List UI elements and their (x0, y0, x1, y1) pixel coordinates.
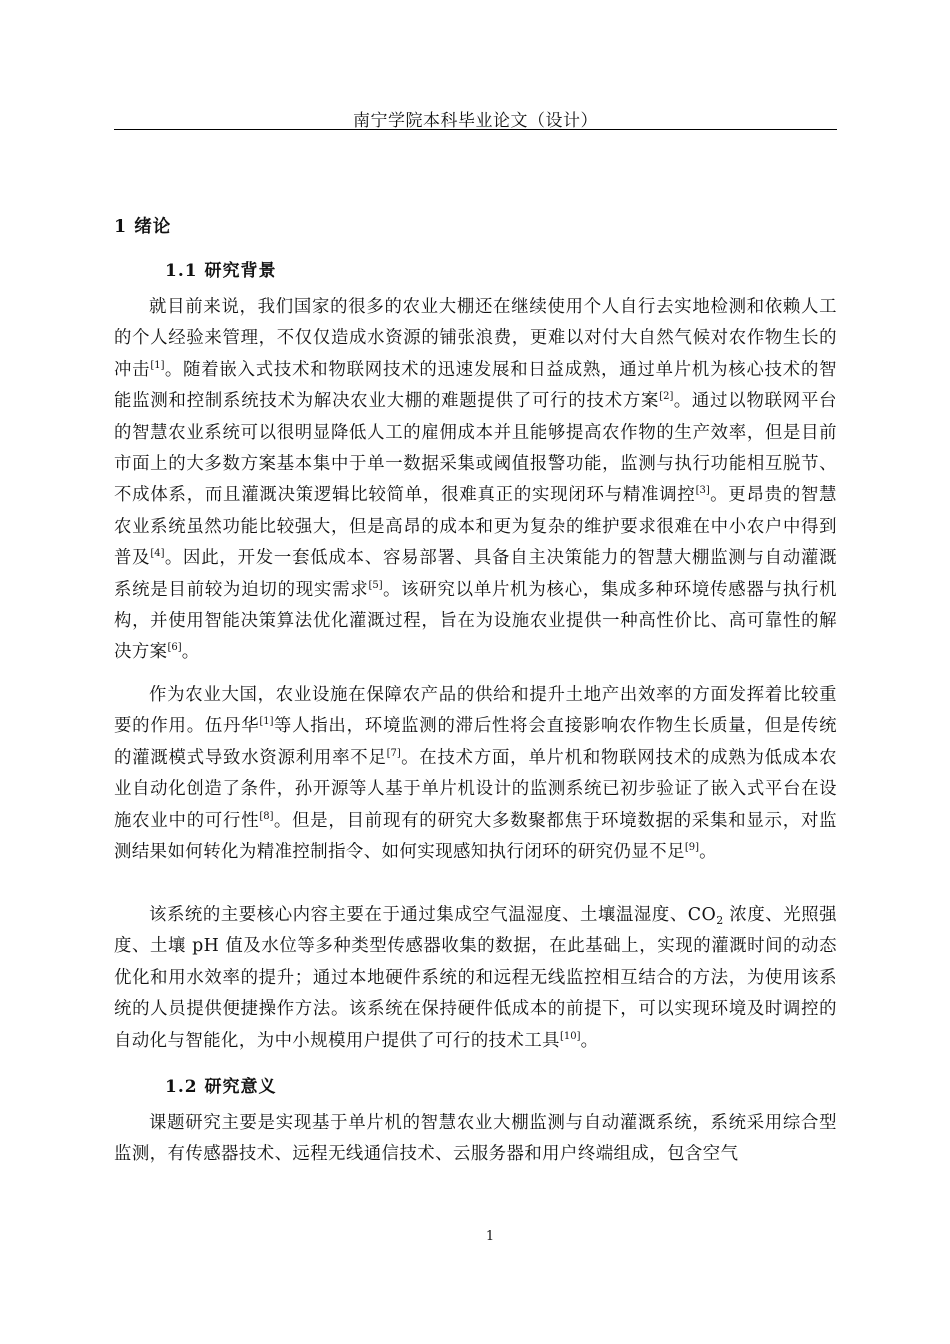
header-divider (114, 129, 837, 130)
citation-ref: [3] (695, 485, 710, 497)
paragraph-text: 。该研究以单片机为核心，集成多种环境传感器与执行机构，并使用智能决策算法优化灌溉过程，旨在为设施农业提供一种高性价比、高可靠性的解决方案 (114, 579, 837, 663)
citation-ref: [8] (259, 810, 274, 822)
paragraph-text: 。因此，开发一套低成本、容易部署、具备自主决策能力的智慧大棚监测与自动灌溉系统是目前较为迫切的现实需求 (114, 548, 838, 600)
paragraph-text: 就目前来说，我们国家的很多的农业大棚还在继续使用个人自行去实地检测和依赖人工的个人经验来管理，不仅仅造成水资源的铺张浪费，更难以对付大自然气候对农作物生长的冲击 (114, 297, 837, 380)
paragraph-text: 。但是，目前现有的研究大多数聚都焦于环境数据的采集和显示，对监测结果如何转化为精准控制指令、如何实现感知执行闭环的研究仍显不足 (114, 810, 837, 863)
paragraph-text: 。更昂贵的智慧农业系统虽然功能比较强大，但是高昂的成本和更为复杂的维护要求很难在中小农户中得到普及 (114, 485, 838, 569)
paragraph-text: 浓度、光照强度、土壤 pH 值及水位等多种类型传感器收集的数据，在此基础上，实现的灌溉时间的动态优化和用水效率的提升；通过本地硬件系统的和远程无线监控相互结合的方法，为使用该系统的人员提供便捷操作方法。该系统在保持硬件低成本的前提下，可以实现环境及时调控的自动化与智能化，为中小规模用户提供了可行的技术工具 (114, 905, 838, 1051)
page-number: 1 (485, 1229, 495, 1244)
paragraph-text: 。在技术方面，单片机和物联网技术的成熟为低成本农业自动化创造了条件，孙开源等人基于单片机设计的监测系统已初步验证了嵌入式平台在设施农业中的可行性 (114, 747, 837, 831)
paragraph-text: 。随着嵌入式技术和物联网技术的迅速发展和日益成熟，通过单片机为核心技术的智能监测和控制系统技术为解决农业大棚的难题提供了可行的技术方案 (114, 359, 838, 412)
citation-ref: [10] (560, 1030, 581, 1042)
citation-ref: [1] (150, 359, 165, 371)
paragraph-text: 。 (181, 642, 200, 663)
section-heading-research-significance: 1.2 研究意义 (165, 1077, 277, 1097)
section-heading-research-background: 1.1 研究背景 (165, 261, 277, 281)
paragraph-significance-1 (114, 1108, 837, 1171)
paragraph-text: 。通过以物联网平台的智慧农业系统可以很明显降低人工的雇佣成本并且能够提高农作物的生产效率，但是目前市面上的大多数方案基本集中于单一数据采集或阈值报警功能，监测与执行功能相互脱节、不成体系，而且灌溉决策逻辑比较简单，很难真正的实现闭环与精准调控 (114, 391, 837, 506)
paragraph-text: 课题研究主要是实现基于单片机的智慧农业大棚监测与自动灌溉系统，系统采用综合型监测，有传感器技术、远程无线通信技术、云服务器和用户终端组成，包含空气 (114, 1113, 837, 1165)
citation-ref: [5] (368, 579, 383, 591)
paragraph-text: 。 (580, 1030, 599, 1051)
citation-ref: [9] (684, 842, 700, 854)
paragraph-text: 等人指出，环境监测的滞后性将会直接影响农作物生长质量，但是传统的灌溉模式导致水资源利用率不足 (114, 716, 837, 768)
paragraph-background-1 (114, 292, 837, 669)
paragraph-background-3 (114, 900, 837, 1057)
citation-ref: [6] (167, 642, 182, 654)
subscript-co2: 2 (716, 914, 724, 927)
paragraph-text: 该系统的主要核心内容主要在于通过集成空气温湿度、土壤温湿度、CO (149, 905, 717, 925)
page-header-title: 南宁学院本科毕业论文（设计） (353, 111, 598, 131)
citation-ref: [4] (150, 548, 165, 560)
paragraph-text: 。 (699, 842, 717, 863)
paragraph-text: 作为农业大国，农业设施在保障农产品的供给和提升土地产出效率的方面发挥着比较重要的作用。伍丹华 (114, 685, 837, 737)
citation-ref: [1] (259, 716, 274, 728)
chapter-heading: 1 绪论 (114, 217, 172, 237)
citation-ref: [7] (386, 747, 401, 759)
paragraph-background-2 (114, 680, 837, 868)
citation-ref: [2] (659, 391, 674, 403)
